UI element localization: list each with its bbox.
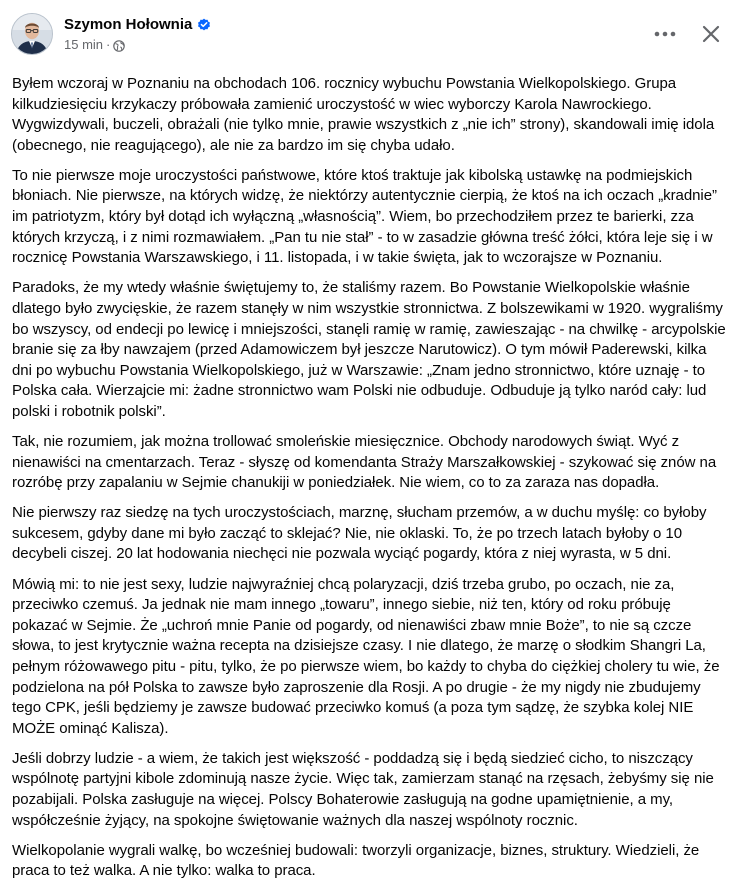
meta-separator: · (106, 37, 111, 52)
post-paragraph: Jeśli dobrzy ludzie - a wiem, że takich jest większość - poddadzą się i będą siedzieć cicho, to niszczący wspólnotę partyjni kibole zdominują nasze życie. Więc tak, zamierzam stanąć na rzęsach, żebyśmy się nie pozabijali. Polska zasługuje na więcej. Polscy Bohaterowie zasługują na godne upamiętnienie, a my, współcześnie żyjący, na spokojne świętowanie ważnych dla naszej wspólnoty rocznic. (12, 749, 714, 829)
post-timestamp[interactable]: 15 min (64, 37, 104, 52)
post-paragraph: Wielkopolanie wygrali walkę, bo wcześniej budowali: tworzyli organizacje, biznes, struktury. Wiedzieli, że praca to też walka. A nie tylko: walka to praca. (12, 841, 700, 880)
author-avatar[interactable] (11, 13, 53, 55)
post-paragraph: To nie pierwsze moje uroczystości państwowe, które ktoś traktuje jak kibolską ustawkę na podmiejskich błoniach. Nie pierwsze, na których widzę, że niektórzy autentycznie cierpią, że ktoś na ich oczach „kradnie” im patriotyzm, który był dotąd ich wyłączną „własnością”. Wiem, bo przechodziłem przez te barierki, zza których krzyczą, i z nimi rozmawiałem. „Pan tu nie stał” - to w zasadzie główna treść żółci, która leje się i w rocznicę Powstania Warszawskiego, i 11. listopada, i w takie święta, jak to wczorajsze w Poznaniu. (12, 166, 717, 267)
post-meta (64, 15, 211, 53)
close-icon[interactable] (697, 20, 725, 48)
post-paragraph: Byłem wczoraj w Poznaniu na obchodach 106. rocznicy wybuchu Powstania Wielkopolskiego. Grupa kilkudziesięciu krzykaczy próbowała zamienić uroczystość w wiec wyborczy Karola Nawrockiego. Wygwizdywali, buczeli, obrażali (nie tylko mnie, prawie wszystkich z „nie ich” strony), skandowali imię idola (obecnego, nie reagującego), ale nie za bardzo im się chyba udało. (12, 75, 715, 154)
post-paragraph: Paradoks, że my wtedy właśnie świętujemy to, że staliśmy razem. Bo Powstanie Wielkopolskie właśnie dlatego było zwycięskie, że razem stanęły w nim wszystkie stronnictwa. Z bolszewikami w 1920. wygraliśmy bo wszyscy, od endecji po lewicę i mniejszości, stanęli ramię w ramię, zawieszając - na chwilkę - arcypolskie branie się za łby nawzajem (przed Adamowiczem był jeszcze Narutowicz). O tym mówił Paderewski, kilka dni po wybuchu Powstania Wielkopolskiego, już w Warszawie: „Znam jedno stronnictwo, które uznaję - to Polska cała. Wierzajcie mi: żadne stronnictwo wam Polski nie odbuduje. Odbuduje ją tylko naród cały: lud polski i robotnik polski”. (12, 279, 726, 420)
avatar-image-icon (12, 14, 52, 54)
globe-icon[interactable] (113, 39, 125, 51)
author-name[interactable]: Szymon Hołownia (64, 16, 193, 33)
post-header (11, 12, 729, 56)
post-paragraph: Nie pierwszy raz siedzę na tych uroczystościach, marznę, słucham przemów, a w duchu myślę: co byłoby sukcesem, gdyby dane mi było zacząć to sklejać? Nie, nie oklaski. To, że po trzech latach byłoby o 10 decybeli ciszej. 20 lat hodowania niechęci nie pozwala wyciąć pogardy, która z niej wyrasta, w 5 dni. (12, 504, 707, 563)
post-content (11, 74, 729, 882)
post-actions (651, 20, 725, 48)
more-options-icon[interactable] (651, 20, 679, 48)
verified-badge-icon (197, 18, 211, 32)
post-paragraph: Mówią mi: to nie jest sexy, ludzie najwyraźniej chcą polaryzacji, dziś trzeba grubo, po oczach, nie za, przeciwko czemuś. Ja jednak nie mam innego „towaru”, innego siebie, niż ten, który od roku próbuję pokazać w Sejmie. Że „uchroń mnie Panie od pogardy, od nienawiści zbaw mnie Boże”, to nie są czcze słowa, to jest krytycznie ważna recepta na dzisiejsze czasy. I nie dlatego, że marzę o słodkim Shangri La, pełnym różowawego pitu - pitu, tylko, że po pierwsze wiem, bo każdy to chyba do ciężkiej cholery tu wie, że podzielona na pół Polska to zawsze było zaproszenie dla Rosji. A po drugie - że my nigdy nie zbudujemy tego CPK, jeśli będziemy je zawsze budować przeciwko komuś (a poza tym sądzę, że szybka kolej NIE MOŻE ominąć Kalisza). (12, 575, 720, 737)
author-row (64, 15, 211, 34)
post-paragraph: Tak, nie rozumiem, jak można trollować smoleńskie miesięcznice. Obchody narodowych świąt. Wyć z nienawiści na cmentarzach. Teraz - słyszę od komendanta Straży Marszałkowskiej - szykować się znów na rozróbę przy zapalaniu w Sejmie chanukiji w poniedziałek. Nie wiem, co to za zaraza nas dopadła. (12, 433, 717, 492)
timestamp-row (64, 36, 211, 53)
